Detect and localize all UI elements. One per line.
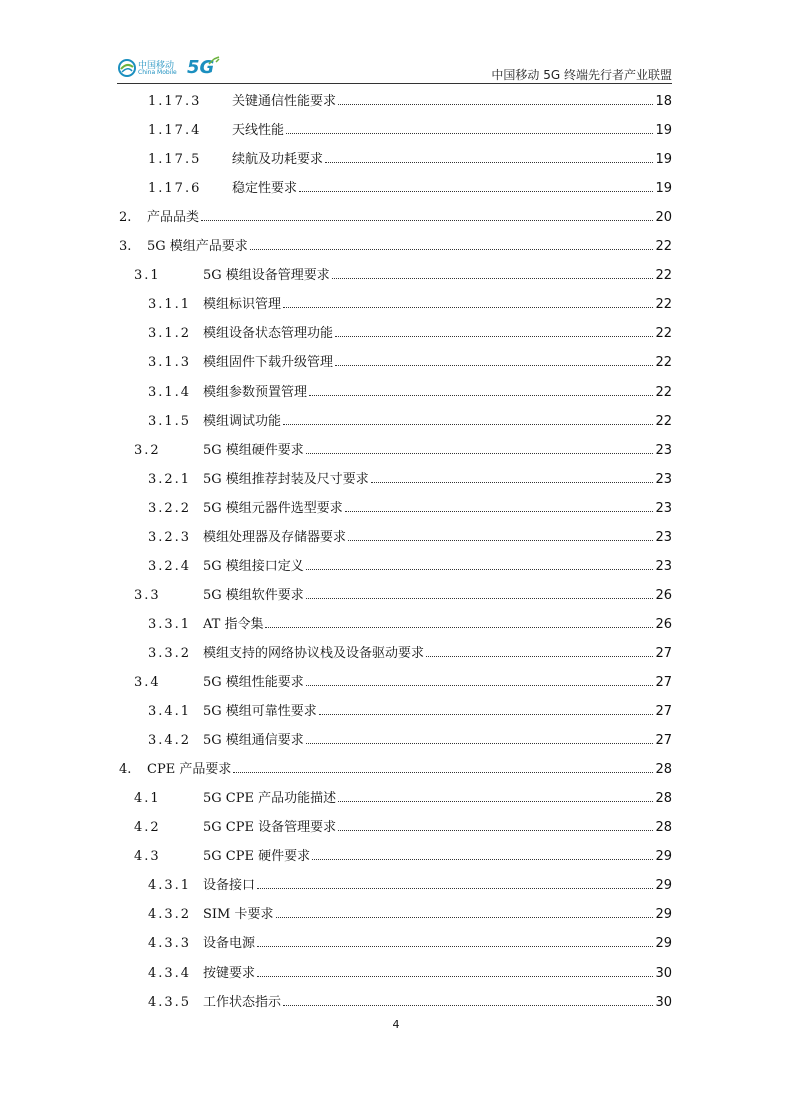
toc-dot-leader: [312, 859, 653, 860]
toc-entry-page: 26: [655, 587, 672, 603]
toc-dot-leader: [306, 598, 654, 599]
logo-5g: 5G: [187, 57, 215, 78]
toc-entry-number: 3.3.2: [148, 645, 192, 661]
toc-entry-number: 3.: [119, 239, 132, 255]
page-number: 4: [392, 1018, 400, 1031]
toc-entry-title: 5G 模组软件要求: [203, 587, 304, 603]
toc-entry[interactable]: [0, 818, 792, 838]
toc-entry-number: 3.1.5: [148, 413, 192, 429]
toc-entry-page: 19: [655, 123, 672, 139]
header-rule: [117, 83, 672, 84]
toc-entry-page: 26: [655, 616, 672, 632]
toc-dot-leader: [332, 278, 654, 279]
toc-entry-page: 22: [655, 355, 672, 371]
header-title: 中国移动 5G 终端先行者产业联盟: [491, 68, 672, 82]
toc-entry[interactable]: [0, 847, 792, 867]
toc-dot-leader: [299, 191, 653, 192]
toc-entry-title: 稳定性要求: [232, 181, 298, 197]
toc-entry-number: 4.3.3: [148, 936, 192, 952]
toc-entry-page: 27: [655, 704, 672, 720]
toc-entry[interactable]: [0, 499, 792, 519]
toc-entry-title: 模组处理器及存储器要求: [203, 529, 347, 545]
toc-entry-page: 22: [655, 384, 672, 400]
toc-entry-title: 工作状态指示: [203, 994, 282, 1010]
toc-entry-number: 2.: [119, 210, 132, 226]
toc-entry[interactable]: [0, 789, 792, 809]
toc-entry-number: 1.17.4: [148, 123, 202, 139]
toc-dot-leader: [233, 772, 653, 773]
toc-entry-title: 模组参数预置管理: [203, 384, 308, 400]
toc-dot-leader: [371, 482, 654, 483]
toc-entry[interactable]: [0, 179, 792, 199]
toc-entry-page: 30: [655, 994, 672, 1010]
toc-entry-title: SIM 卡要求: [203, 907, 274, 923]
toc-entry-title: 5G 模组性能要求: [203, 675, 304, 690]
toc-entry[interactable]: [0, 528, 792, 548]
toc-entry-number: 4.1: [134, 791, 161, 807]
toc-dot-leader: [338, 830, 653, 831]
toc-entry-number: 3.4.2: [148, 733, 192, 749]
toc-entry-number: 4.3: [134, 849, 161, 865]
toc-entry[interactable]: [0, 266, 792, 286]
toc-entry-page: 23: [655, 442, 672, 458]
toc-entry[interactable]: [0, 993, 792, 1013]
toc-entry-title: 产品品类: [147, 210, 200, 226]
logo-text-en: China Mobile: [138, 69, 177, 76]
toc-entry-page: 22: [655, 268, 672, 284]
toc-entry[interactable]: [0, 876, 792, 896]
toc-dot-leader: [283, 307, 653, 308]
toc-entry-number: 4.3.4: [148, 965, 192, 981]
china-mobile-logo: [117, 56, 227, 82]
toc-entry-number: 1.17.6: [148, 181, 202, 197]
toc-entry-title: 5G 模组推荐封装及尺寸要求: [203, 471, 369, 487]
toc-entry[interactable]: [0, 731, 792, 751]
toc-entry-number: 4.3.5: [148, 994, 192, 1010]
toc-entry-number: 4.2: [134, 820, 161, 836]
toc-entry[interactable]: [0, 964, 792, 984]
toc-entry-page: 29: [655, 878, 672, 894]
toc-entry-number: 3.3: [134, 587, 161, 603]
toc-dot-leader: [309, 395, 653, 396]
toc-entry[interactable]: [0, 150, 792, 170]
toc-dot-leader: [201, 220, 653, 221]
toc-entry[interactable]: [0, 470, 792, 490]
toc-dot-leader: [306, 569, 654, 570]
toc-dot-leader: [276, 917, 654, 918]
toc-entry-title: 模组支持的网络协议栈及设备驱动要求: [203, 645, 425, 661]
toc-entry-title: 模组设备状态管理功能: [203, 326, 334, 342]
toc-entry-page: 27: [655, 733, 672, 749]
toc-entry[interactable]: [0, 353, 792, 373]
toc-entry-number: 3.2.3: [148, 529, 192, 545]
toc-entry-title: 5G 模组设备管理要求: [203, 268, 330, 284]
5g-sparkle-icon: [207, 56, 221, 66]
toc-entry-title: 天线性能: [232, 123, 285, 139]
toc-dot-leader: [257, 976, 653, 977]
toc-entry-page: 22: [655, 239, 672, 255]
toc-entry-page: 27: [655, 645, 672, 661]
toc-entry[interactable]: [0, 702, 792, 722]
toc-entry[interactable]: [0, 760, 792, 780]
toc-dot-leader: [286, 133, 653, 134]
toc-entry-page: 29: [655, 907, 672, 923]
toc-entry[interactable]: [0, 295, 792, 315]
toc-entry[interactable]: [0, 586, 792, 606]
toc-entry-number: 3.1.2: [148, 326, 192, 342]
toc-entry-title: CPE 产品要求: [147, 762, 232, 778]
toc-entry-title: 5G CPE 硬件要求: [203, 849, 311, 865]
toc-entry-page: 22: [655, 413, 672, 429]
toc-entry-page: 23: [655, 500, 672, 516]
toc-entry[interactable]: [0, 557, 792, 577]
toc-entry-number: 3.4.1: [148, 704, 192, 720]
toc-entry-page: 23: [655, 558, 672, 574]
logo-text-cn: 中国移动: [138, 61, 175, 71]
toc-entry-page: 19: [655, 181, 672, 197]
toc-dot-leader: [335, 336, 653, 337]
toc-entry[interactable]: [0, 208, 792, 228]
toc-entry-title: 5G 模组元器件选型要求: [203, 500, 343, 516]
toc-dot-leader: [338, 801, 653, 802]
toc-entry-title: 5G 模组可靠性要求: [203, 704, 317, 720]
toc-entry[interactable]: [0, 615, 792, 635]
toc-entry[interactable]: [0, 324, 792, 344]
toc-dot-leader: [250, 249, 654, 250]
toc-entry-number: 1.17.5: [148, 152, 202, 168]
toc-entry-title: 模组标识管理: [203, 297, 282, 313]
toc-entry-title: 按键要求: [203, 965, 256, 981]
toc-dot-leader: [257, 946, 653, 947]
toc-entry-title: 设备电源: [203, 936, 256, 952]
toc-entry-page: 28: [655, 791, 672, 807]
toc-entry-page: 29: [655, 849, 672, 865]
toc-entry[interactable]: [0, 905, 792, 925]
toc-entry-number: 3.1.1: [148, 297, 192, 313]
toc-entry-page: 22: [655, 297, 672, 313]
toc-entry-title: 5G CPE 产品功能描述: [203, 791, 337, 807]
toc-entry-number: 3.2.2: [148, 500, 192, 516]
toc-entry-page: 28: [655, 762, 672, 778]
toc-entry[interactable]: [0, 644, 792, 664]
toc-dot-leader: [338, 104, 653, 105]
toc-dot-leader: [319, 714, 654, 715]
toc-entry-page: 29: [655, 936, 672, 952]
china-mobile-swirl-icon: [117, 58, 137, 78]
toc-entry-number: 3.4: [134, 675, 161, 690]
toc-dot-leader: [265, 627, 653, 628]
toc-entry-page: 27: [655, 675, 672, 690]
toc-entry-number: 3.2.4: [148, 558, 192, 574]
toc-entry-number: 3.1: [134, 268, 161, 284]
toc-entry-number: 3.3.1: [148, 616, 192, 632]
toc-entry[interactable]: [0, 441, 792, 461]
toc-dot-leader: [283, 1005, 653, 1006]
toc-entry-page: 23: [655, 529, 672, 545]
toc-entry[interactable]: [0, 934, 792, 954]
toc-dot-leader: [306, 685, 654, 686]
toc-entry-number: 4.3.2: [148, 907, 192, 923]
toc-entry-number: 4.3.1: [148, 878, 192, 894]
toc-entry-title: AT 指令集: [203, 616, 264, 632]
toc-entry-page: 20: [655, 210, 672, 226]
toc-entry-page: 30: [655, 965, 672, 981]
toc-entry[interactable]: [0, 673, 792, 693]
toc-entry[interactable]: [0, 237, 792, 257]
toc-dot-leader: [426, 656, 653, 657]
toc-entry-page: 19: [655, 152, 672, 168]
toc-entry-title: 5G 模组接口定义: [203, 558, 304, 574]
toc-dot-leader: [283, 424, 653, 425]
toc-entry-title: 模组调试功能: [203, 413, 282, 429]
toc-entry-title: 5G 模组硬件要求: [203, 442, 304, 458]
toc-entry-page: 22: [655, 326, 672, 342]
toc-dot-leader: [325, 162, 653, 163]
toc-entry[interactable]: [0, 92, 792, 112]
toc-entry-title: 关键通信性能要求: [232, 94, 337, 109]
toc-entry-page: 18: [655, 94, 672, 109]
toc-entry-title: 5G 模组通信要求: [203, 733, 304, 749]
toc-entry[interactable]: [0, 383, 792, 403]
toc-dot-leader: [348, 540, 653, 541]
toc-entry-title: 5G CPE 设备管理要求: [203, 820, 337, 836]
toc-dot-leader: [306, 743, 654, 744]
toc-entry-number: 3.2.1: [148, 471, 192, 487]
toc-entry-page: 28: [655, 820, 672, 836]
toc-entry-number: 1.17.3: [148, 94, 202, 109]
toc-dot-leader: [306, 453, 654, 454]
toc-entry-title: 模组固件下载升级管理: [203, 355, 334, 371]
toc-entry-number: 3.1.4: [148, 384, 192, 400]
toc-entry-title: 设备接口: [203, 878, 256, 894]
toc-dot-leader: [257, 888, 653, 889]
toc-entry-number: 4.: [119, 762, 132, 778]
toc-entry[interactable]: [0, 121, 792, 141]
toc-entry-page: 23: [655, 471, 672, 487]
toc-entry-number: 3.2: [134, 442, 161, 458]
toc-dot-leader: [335, 365, 653, 366]
page-header: [117, 52, 672, 85]
toc-entry-title: 续航及功耗要求: [232, 152, 324, 168]
toc-entry[interactable]: [0, 412, 792, 432]
toc-entry-title: 5G 模组产品要求: [147, 239, 248, 255]
toc-dot-leader: [345, 511, 654, 512]
toc-entry-number: 3.1.3: [148, 355, 192, 371]
